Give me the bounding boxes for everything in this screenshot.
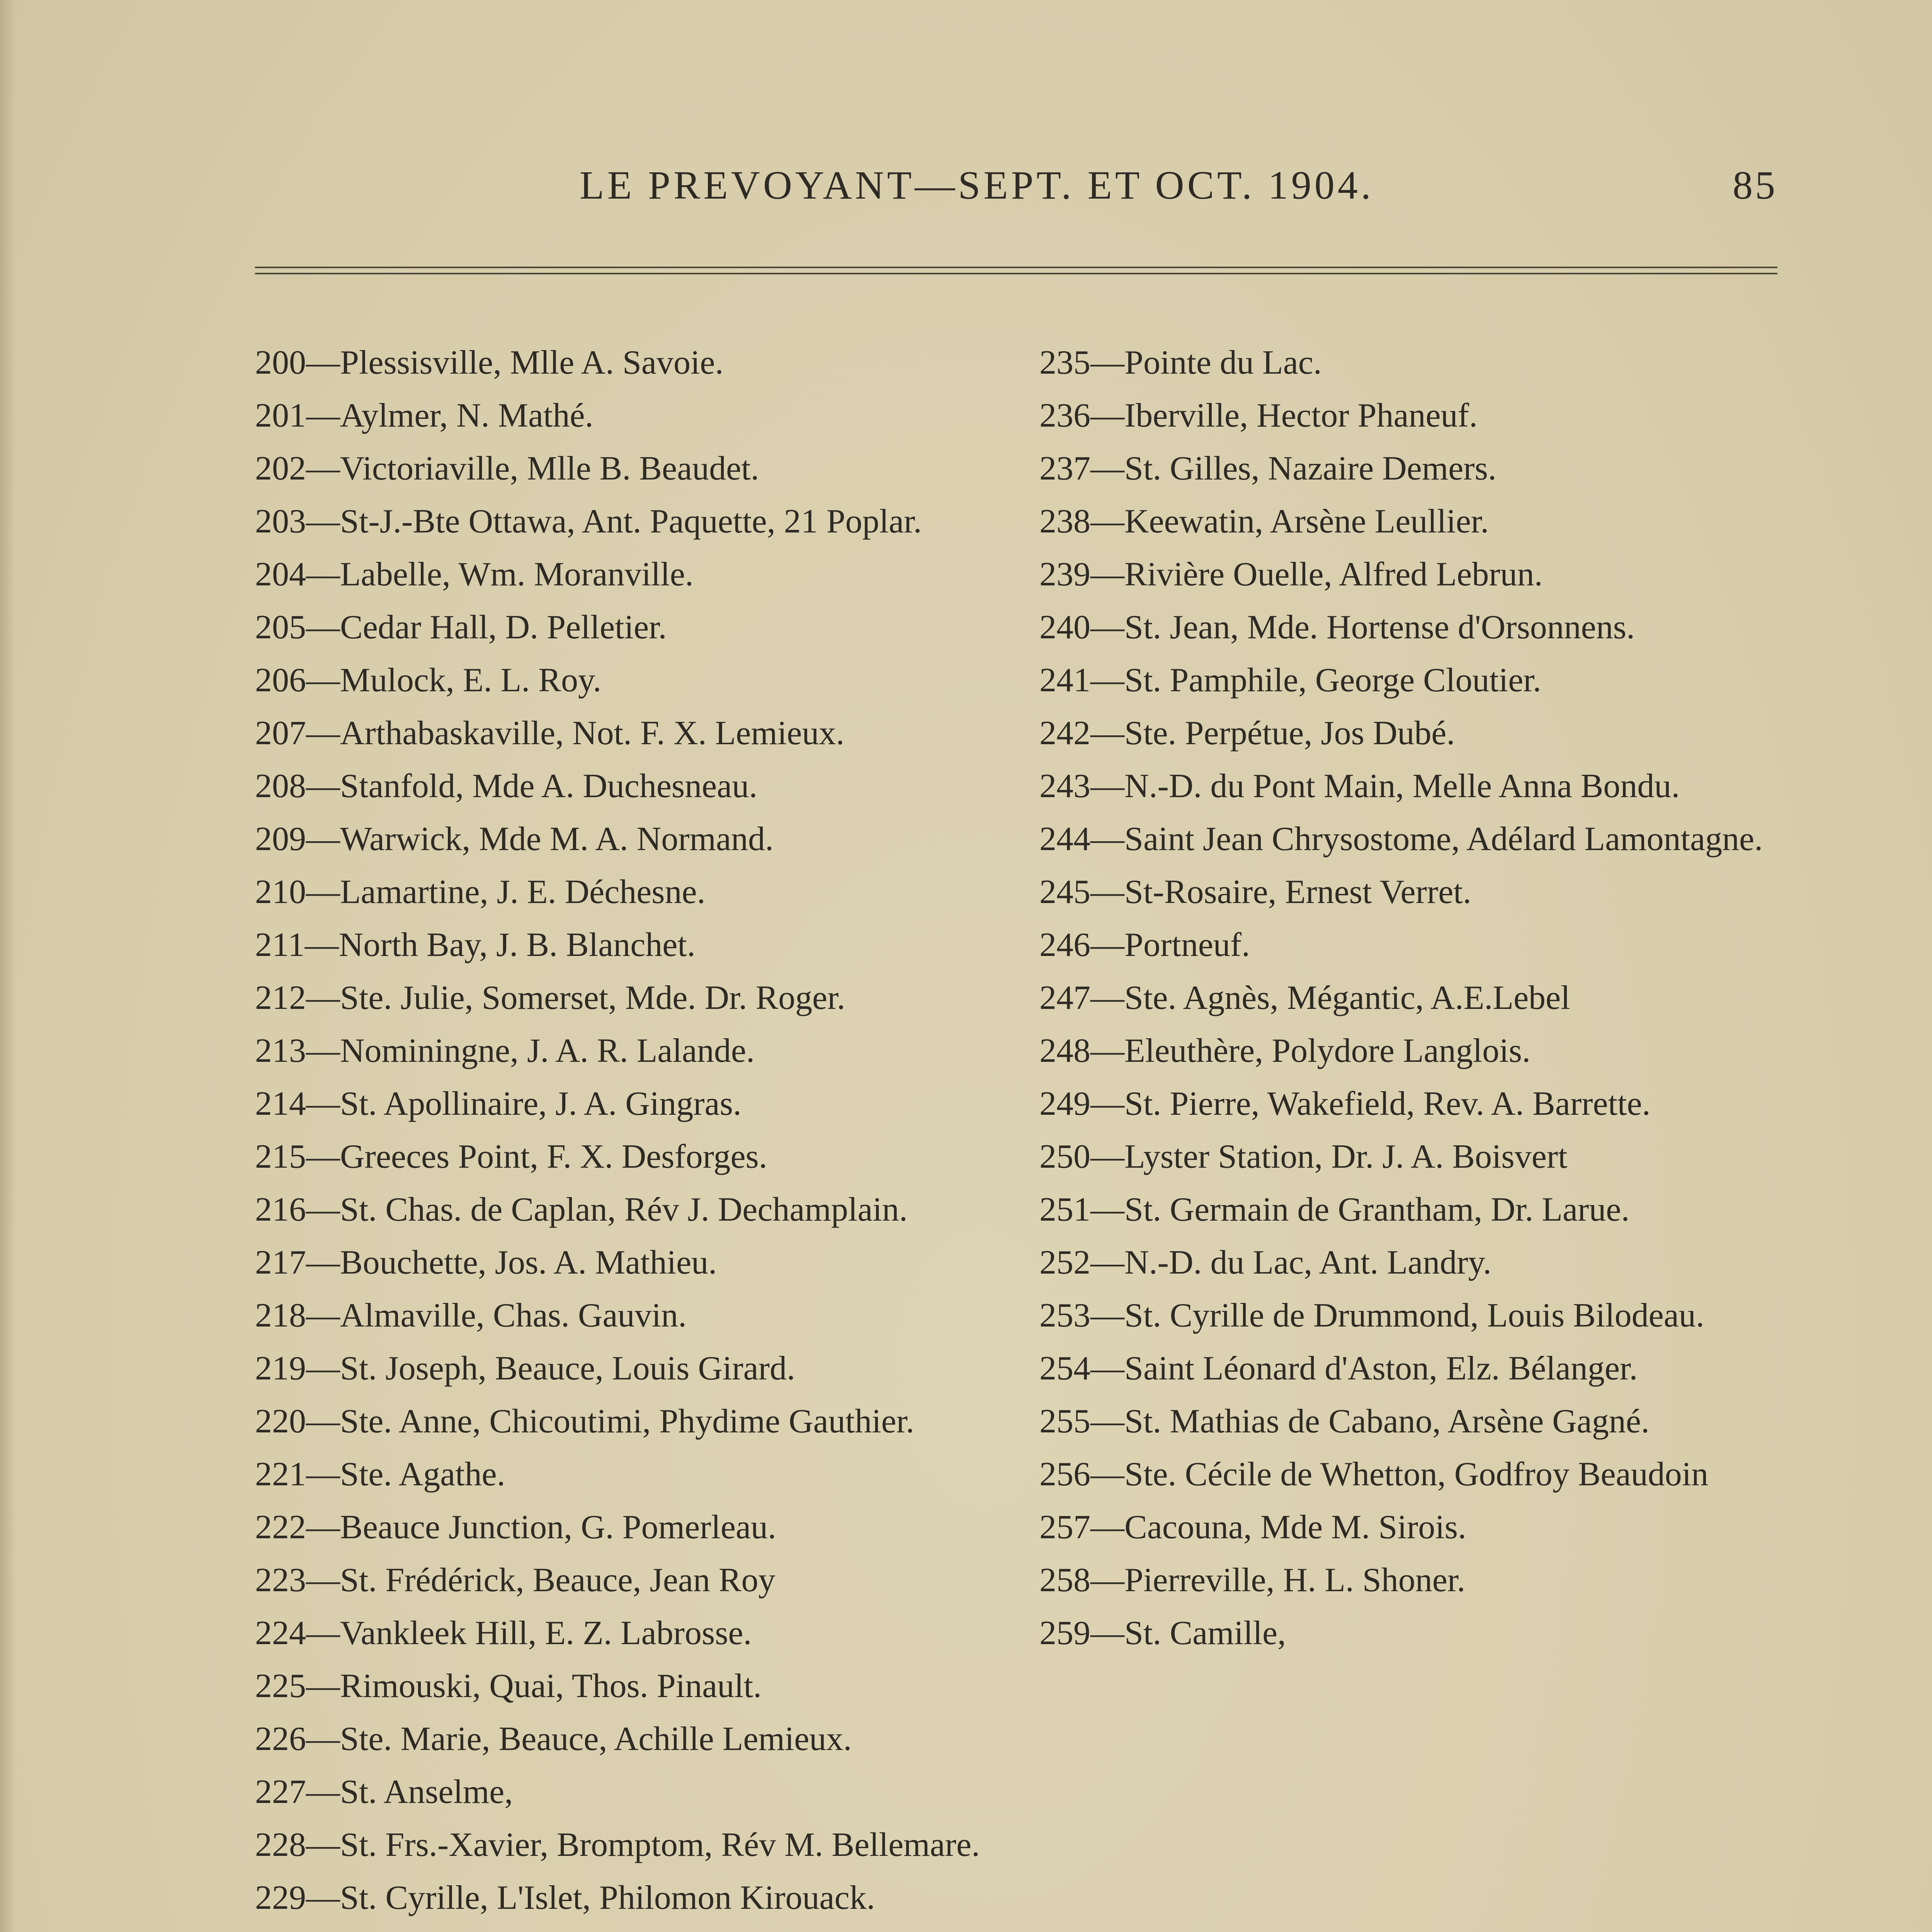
list-entry: 253—St. Cyrille de Drummond, Louis Bilodeau. — [1039, 1297, 1704, 1334]
page-binding-edge — [0, 0, 15, 1932]
list-entry: 220—Ste. Anne, Chicoutimi, Phydime Gauthier. — [255, 1403, 915, 1440]
list-entry: 223—St. Frédérick, Beauce, Jean Roy — [255, 1561, 776, 1599]
list-entry: 200—Plessisville, Mlle A. Savoie. — [255, 344, 724, 381]
list-entry: 229—St. Cyrille, L'Islet, Philomon Kirouack. — [255, 1879, 875, 1917]
list-entry: 213—Nominingne, J. A. R. Lalande. — [255, 1032, 755, 1070]
list-entry: 224—Vankleek Hill, E. Z. Labrosse. — [255, 1614, 752, 1652]
right-column-list — [1039, 336, 1777, 1660]
list-entry: 245—St-Rosaire, Ernest Verret. — [1039, 873, 1471, 911]
list-entry: 255—St. Mathias de Cabano, Arsène Gagné. — [1039, 1403, 1650, 1440]
list-entry: 222—Beauce Junction, G. Pomerleau. — [255, 1509, 777, 1546]
list-entry: 247—Ste. Agnès, Mégantic, A.E.Lebel — [1039, 979, 1570, 1017]
list-entry: 206—Mulock, E. L. Roy. — [255, 662, 602, 699]
list-entry: 246—Portneuf. — [1039, 926, 1250, 964]
list-entry: 256—Ste. Cécile de Whetton, Godfroy Beaudoin — [1039, 1456, 1709, 1493]
list-entry: 205—Cedar Hall, D. Pelletier. — [255, 609, 667, 646]
list-entry: 214—St. Apollinaire, J. A. Gingras. — [255, 1085, 742, 1122]
list-entry: 257—Cacouna, Mde M. Sirois. — [1039, 1509, 1466, 1546]
list-entry: 237—St. Gilles, Nazaire Demers. — [1039, 450, 1497, 487]
list-entry: 219—St. Joseph, Beauce, Louis Girard. — [255, 1350, 795, 1387]
list-entry: 239—Rivière Ouelle, Alfred Lebrun. — [1039, 556, 1543, 593]
running-header — [255, 162, 1777, 224]
list-entry: 208—Stanfold, Mde A. Duchesneau. — [255, 767, 758, 805]
list-entry: 215—Greeces Point, F. X. Desforges. — [255, 1138, 767, 1175]
list-entry: 202—Victoriaville, Mlle B. Beaudet. — [255, 450, 759, 487]
rule-line-top — [255, 267, 1777, 268]
list-entry: 242—Ste. Perpétue, Jos Dubé. — [1039, 714, 1455, 752]
list-entry: 204—Labelle, Wm. Moranville. — [255, 556, 694, 593]
list-entry: 258—Pierreville, H. L. Shoner. — [1039, 1561, 1466, 1599]
list-entry: 248—Eleuthère, Polydore Langlois. — [1039, 1032, 1531, 1070]
page-number: 85 — [1733, 163, 1777, 207]
list-entry: 228—St. Frs.-Xavier, Bromptom, Rév M. Bellemare. — [255, 1826, 980, 1864]
list-entry: 241—St. Pamphile, George Cloutier. — [1039, 662, 1541, 699]
header-double-rule — [255, 267, 1777, 278]
list-entry: 201—Aylmer, N. Mathé. — [255, 397, 594, 434]
list-entry: 244—Saint Jean Chrysostome, Adélard Lamontagne. — [1039, 820, 1763, 858]
list-entry: 259—St. Camille, — [1039, 1614, 1286, 1652]
left-column-list — [255, 336, 981, 1932]
list-entry: 250—Lyster Station, Dr. J. A. Boisvert — [1039, 1138, 1568, 1175]
list-entry: 249—St. Pierre, Wakefield, Rev. A. Barrette. — [1039, 1085, 1651, 1122]
list-entry: 227—St. Anselme, — [255, 1773, 513, 1811]
header-title: LE PREVOYANT—SEPT. ET OCT. 1904. — [580, 163, 1374, 207]
list-entry: 254—Saint Léonard d'Aston, Elz. Bélanger. — [1039, 1350, 1638, 1387]
list-entry: 210—Lamartine, J. E. Déchesne. — [255, 873, 706, 911]
list-entry: 209—Warwick, Mde M. A. Normand. — [255, 820, 774, 858]
list-entry: 243—N.-D. du Pont Main, Melle Anna Bondu. — [1039, 767, 1680, 805]
list-entry: 225—Rimouski, Quai, Thos. Pinault. — [255, 1667, 762, 1705]
list-entry: 216—St. Chas. de Caplan, Rév J. Dechamplain. — [255, 1191, 908, 1228]
list-entry — [255, 1924, 981, 1932]
list-entry: 251—St. Germain de Grantham, Dr. Larue. — [1039, 1191, 1630, 1228]
list-entry: 221—Ste. Agathe. — [255, 1456, 505, 1493]
list-entry: 236—Iberville, Hector Phaneuf. — [1039, 397, 1478, 434]
list-entry: 235—Pointe du Lac. — [1039, 344, 1322, 381]
list-entry: 238—Keewatin, Arsène Leullier. — [1039, 503, 1489, 540]
list-entry: 217—Bouchette, Jos. A. Mathieu. — [255, 1244, 717, 1281]
list-entry: 252—N.-D. du Lac, Ant. Landry. — [1039, 1244, 1492, 1281]
list-entry: 203—St-J.-Bte Ottawa, Ant. Paquette, 21 Poplar. — [255, 503, 922, 540]
list-entry: 240—St. Jean, Mde. Hortense d'Orsonnens. — [1039, 609, 1635, 646]
list-entry: 212—Ste. Julie, Somerset, Mde. Dr. Roger. — [255, 979, 845, 1017]
list-entry: 226—Ste. Marie, Beauce, Achille Lemieux. — [255, 1720, 852, 1758]
list-entry: 207—Arthabaskaville, Not. F. X. Lemieux. — [255, 714, 845, 752]
list-entry: 211—North Bay, J. B. Blanchet. — [255, 926, 696, 964]
rule-line-bottom — [255, 273, 1777, 274]
list-entry: 218—Almaville, Chas. Gauvin. — [255, 1297, 687, 1334]
